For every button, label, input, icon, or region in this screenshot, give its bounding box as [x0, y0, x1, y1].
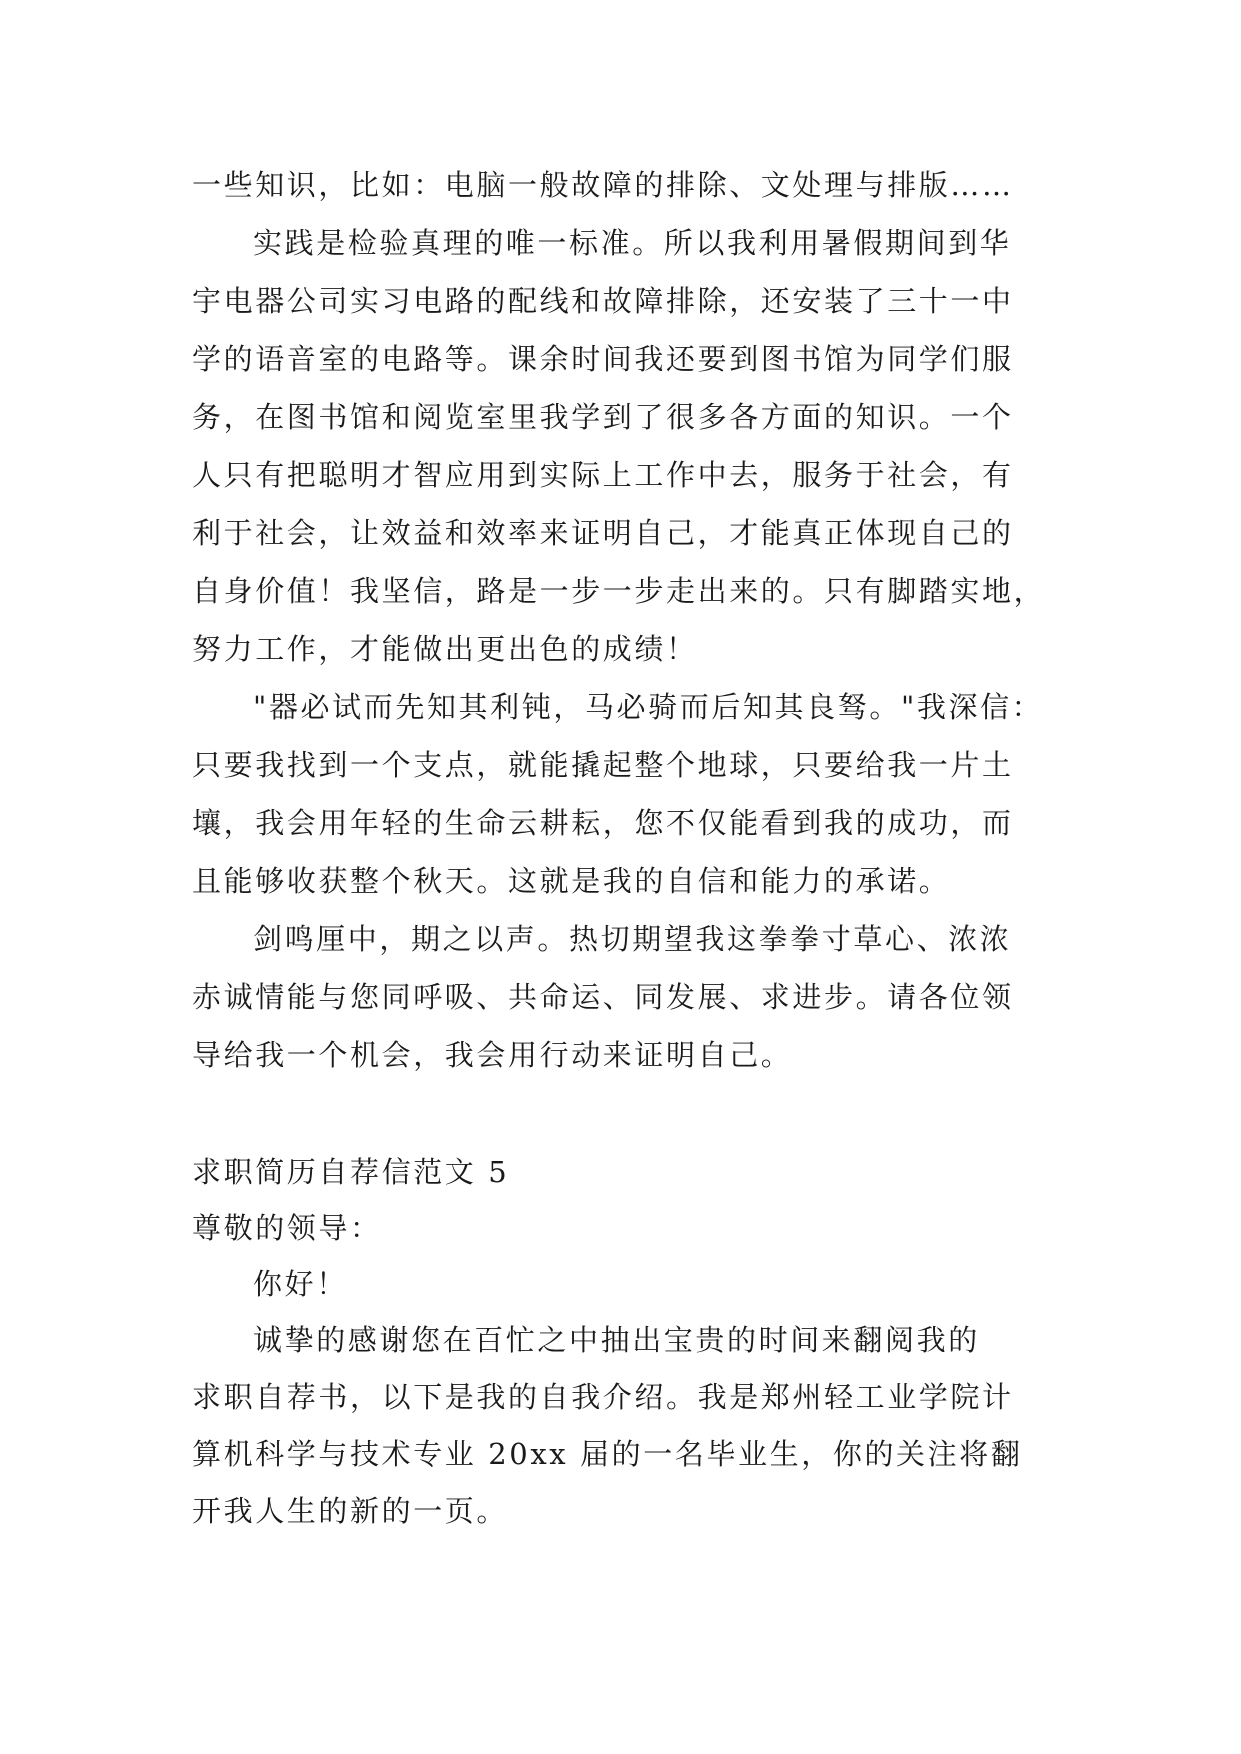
greeting: 你好！	[253, 1267, 348, 1301]
text-line: 且能够收获整个秋天。这就是我的自信和能力的承诺。	[192, 864, 951, 898]
text-line: 诚挚的感谢您在百忙之中抽出宝贵的时间来翻阅我的	[253, 1323, 980, 1357]
salutation: 尊敬的领导：	[192, 1211, 382, 1245]
text-line: 导给我一个机会，我会用行动来证明自己。	[192, 1038, 793, 1072]
text-line: 只要我找到一个支点，就能撬起整个地球，只要给我一片土	[192, 748, 1014, 782]
text-line: 实践是检验真理的唯一标准。所以我利用暑假期间到华	[253, 226, 1012, 260]
text-line: 利于社会，让效益和效率来证明自己，才能真正体现自己的	[192, 516, 1014, 550]
text-line: 自身价值！我坚信，路是一步一步走出来的。只有脚踏实地，	[192, 574, 1046, 608]
body-text-section-a	[192, 156, 1060, 1084]
text-line: 赤诚情能与您同呼吸、共命运、同发展、求进步。请各位领	[192, 980, 1014, 1014]
section-heading: 求职简历自荐信范文 5	[192, 1155, 510, 1189]
text-line: 努力工作，才能做出更出色的成绩！	[192, 632, 698, 666]
text-line: 剑鸣厘中，期之以声。热切期望我这拳拳寸草心、浓浓	[253, 922, 1012, 956]
text-line: 人只有把聪明才智应用到实际上工作中去，服务于社会，有	[192, 458, 1014, 492]
text-line: 学的语音室的电路等。课余时间我还要到图书馆为同学们服	[192, 342, 1014, 376]
body-text-section-b	[192, 1144, 1060, 1540]
text-line: "器必试而先知其利钝，马必骑而后知其良驽。"我深信：	[253, 690, 1044, 724]
text-line: 开我人生的新的一页。	[192, 1494, 509, 1528]
text-line: 壤，我会用年轻的生命云耕耘，您不仅能看到我的成功，而	[192, 806, 1014, 840]
text-line: 宇电器公司实习电路的配线和故障排除，还安装了三十一中	[192, 284, 1014, 318]
text-line: 求职自荐书，以下是我的自我介绍。我是郑州轻工业学院计	[192, 1380, 1014, 1414]
text-line: 务，在图书馆和阅览室里我学到了很多各方面的知识。一个	[192, 400, 1014, 434]
text-line: 算机科学与技术专业 20xx 届的一名毕业生，你的关注将翻	[192, 1437, 1023, 1471]
text-line: 一些知识，比如：电脑一般故障的排除、文处理与排版……	[192, 168, 1014, 202]
